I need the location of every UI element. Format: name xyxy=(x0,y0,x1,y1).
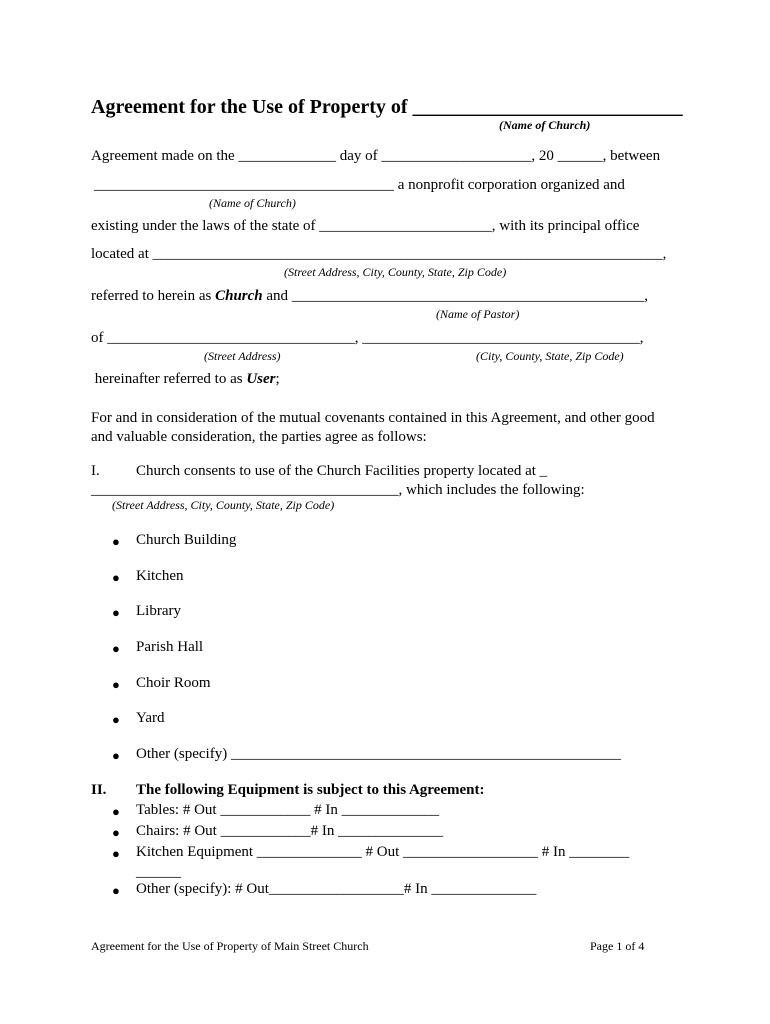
consideration-line-2: and valuable consideration, the parties agree as follows: xyxy=(91,429,427,445)
bullet-icon: ● xyxy=(112,804,120,819)
bullet-icon: ● xyxy=(112,677,120,692)
list-item: Chairs: # Out ____________# In ______________ xyxy=(136,823,444,839)
agreement-date-line: Agreement made on the _____________ day of ____________________, 20 ______, between xyxy=(91,148,661,164)
list-item: Church Building xyxy=(136,532,237,548)
list-item: Parish Hall xyxy=(136,639,204,655)
user-prefix: hereinafter referred to as xyxy=(91,371,247,387)
consideration-line-1: For and in consideration of the mutual covenants contained in this Agreement, and other good xyxy=(91,410,655,426)
referral-suffix: and _______________________________________________, xyxy=(262,288,649,304)
bullet-icon: ● xyxy=(112,570,120,585)
street-address-caption: (Street Address) xyxy=(204,349,281,363)
user-term: User xyxy=(246,371,276,387)
church-name-caption: (Name of Church) xyxy=(209,196,296,210)
section-1-text: Church consents to use of the Church Facilities property located at _ xyxy=(136,463,548,479)
pastor-address-line: of _________________________________, _____________________________________, xyxy=(91,330,644,346)
list-item: Choir Room xyxy=(136,675,211,691)
bullet-icon: ● xyxy=(112,748,120,763)
footer-page-number: Page 1 of 4 xyxy=(590,939,645,953)
list-item: Other (specify): # Out__________________# In ______________ xyxy=(136,881,537,897)
bullet-icon: ● xyxy=(112,883,120,898)
church-name-line: ________________________________________ a nonprofit corporation organized and xyxy=(94,177,625,193)
section-1-address-line: _________________________________________, which includes the following: xyxy=(91,482,585,498)
bullet-icon: ● xyxy=(112,825,120,840)
city-state-caption: (City, County, State, Zip Code) xyxy=(476,349,624,363)
section-1-caption: (Street Address, City, County, State, Zip Code) xyxy=(112,498,335,512)
list-item: Kitchen xyxy=(136,568,184,584)
state-line: existing under the laws of the state of _______________________, with its principal office xyxy=(91,218,640,234)
church-term: Church xyxy=(215,288,263,304)
referral-prefix: referred to herein as xyxy=(91,288,216,304)
list-item: Tables: # Out ____________ # In _____________ xyxy=(136,802,440,818)
bullet-icon: ● xyxy=(112,641,120,656)
user-referral-line xyxy=(91,372,280,387)
list-item: Other (specify) ____________________________________________________ xyxy=(136,746,621,762)
bullet-icon: ● xyxy=(112,534,120,549)
bullet-icon: ● xyxy=(112,605,120,620)
list-item: Kitchen Equipment ______________ # Out __________________ # In ________ xyxy=(136,844,630,860)
section-2-number: II. xyxy=(91,782,107,798)
list-item: Library xyxy=(136,603,181,619)
bullet-icon: ● xyxy=(112,712,120,727)
office-address-line: located at ____________________________________________________________________, xyxy=(91,246,667,262)
section-1-number: I. xyxy=(91,463,100,479)
church-referral-line xyxy=(91,289,648,304)
section-2-heading: The following Equipment is subject to this Agreement: xyxy=(136,782,485,798)
list-item-continuation: ______ xyxy=(136,864,181,880)
title-caption: (Name of Church) xyxy=(499,118,591,132)
bullet-icon: ● xyxy=(112,846,120,861)
footer-document-title: Agreement for the Use of Property of Main Street Church xyxy=(91,939,369,953)
list-item: Yard xyxy=(136,710,165,726)
office-address-caption: (Street Address, City, County, State, Zip Code) xyxy=(284,265,507,279)
document-title: Agreement for the Use of Property of ___________________________ xyxy=(91,96,683,118)
user-suffix: ; xyxy=(275,371,280,387)
pastor-name-caption: (Name of Pastor) xyxy=(436,307,520,321)
